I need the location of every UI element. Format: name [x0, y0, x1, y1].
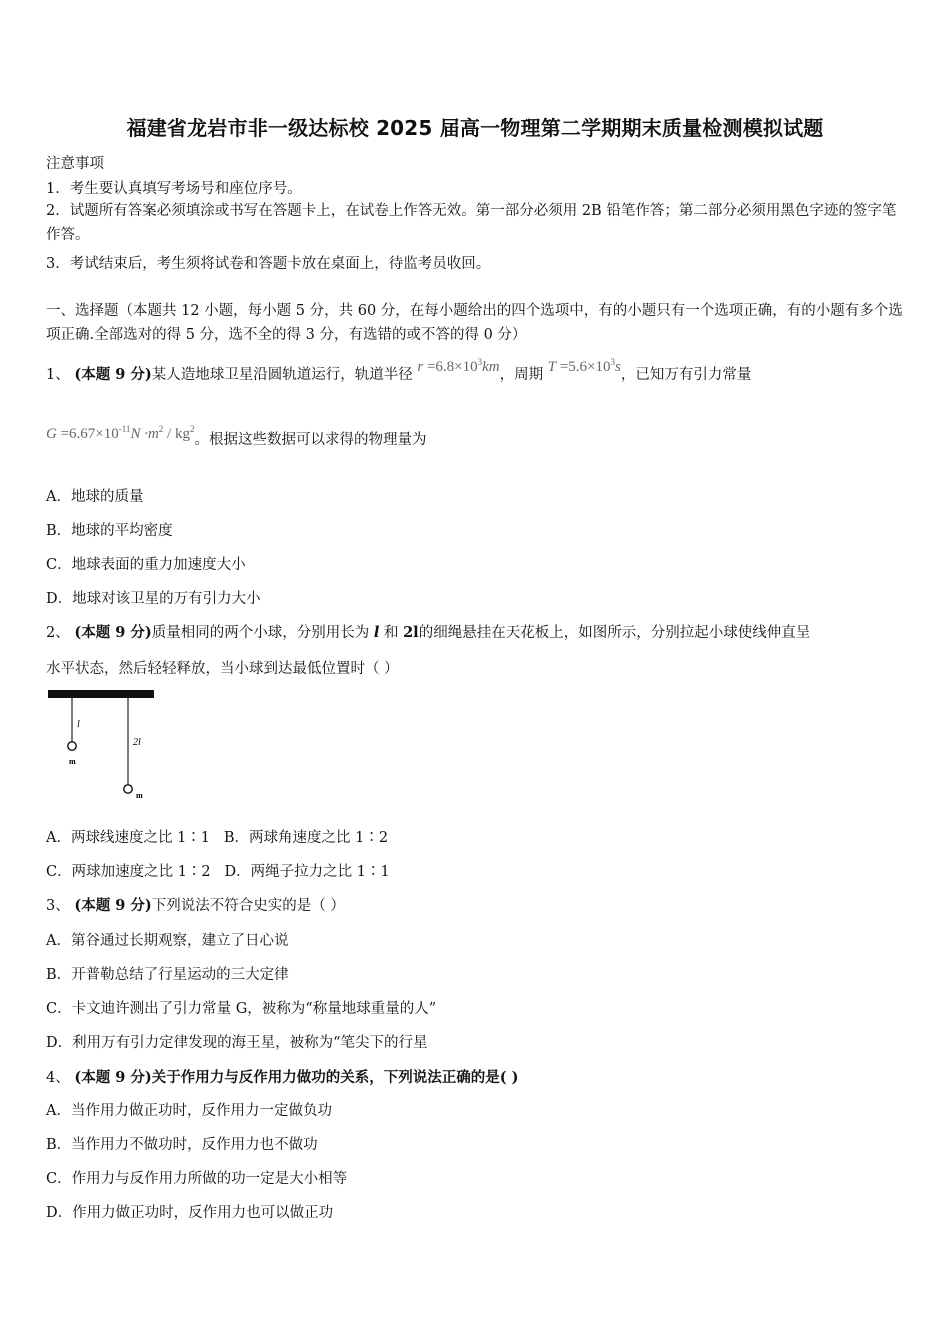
option-d: D．利用万有引力定律发现的海王星，被称为“笔尖下的行星	[46, 1035, 428, 1051]
option-a: A．当作用力做正功时，反作用力一定做负功	[46, 1103, 332, 1119]
notice-item-3: 3．考试结束后，考生须将试卷和答题卡放在桌面上，待监考员收回。	[46, 256, 491, 272]
label-long: 2l	[133, 737, 141, 748]
length-symbol: l	[373, 624, 380, 641]
options-row-1	[46, 826, 388, 847]
formula-radius: $r =6.8\times 10^3km$	[417, 357, 500, 375]
options-row-2	[46, 860, 390, 881]
option-c: C．两球加速度之比 1∶2	[46, 864, 211, 880]
option-b: B．当作用力不做功时，反作用力也不做功	[46, 1137, 318, 1153]
notice-item-1: 1．考生要认真填写考场号和座位序号。	[46, 181, 302, 197]
question-3	[46, 894, 345, 915]
option-d: D．两绳子拉力之比 1∶1	[224, 864, 390, 880]
formula-period: $T =5.6\times 10^3s$	[547, 357, 621, 375]
option-c: C．作用力与反作用力所做的功一定是大小相等	[46, 1171, 348, 1187]
question-score: (本题 9 分)	[74, 366, 152, 383]
mass-label-1: m	[69, 757, 76, 766]
ball-1	[68, 742, 76, 750]
option-b: B．地球的平均密度	[46, 523, 173, 539]
question-4	[46, 1066, 519, 1087]
notice-item-2: 2．试题所有答案必须填涂或书写在答题卡上，在试卷上作答无效。第一部分必须用 2B 铅笔作答；第二部分必须用黑色字迹的签字笔作答。	[46, 203, 897, 243]
question-text: 的细绳悬挂在天花板上，如图所示，分别拉起小球使线伸直呈	[418, 625, 811, 641]
question-text: 关于作用力与反作用力做功的关系，下列说法正确的是( )	[151, 1069, 519, 1086]
option-d: D．地球对该卫星的万有引力大小	[46, 591, 261, 607]
option-a: A．两球线速度之比 1∶1	[46, 830, 211, 846]
question-number: 4、	[46, 1070, 70, 1086]
question-number: 1、	[46, 367, 70, 383]
question-score: (本题 9 分)	[74, 624, 152, 641]
option-a: A．第谷通过长期观察，建立了日心说	[46, 933, 289, 949]
ceiling-bar	[48, 690, 154, 698]
question-number: 2、	[46, 625, 70, 641]
question-2-line-1	[46, 621, 810, 642]
page-title: 福建省龙岩市非一级达标校 2025 届高一物理第二学期期末质量检测模拟试题	[126, 116, 824, 140]
label-short: l	[77, 719, 80, 730]
mass-label-2: m	[136, 791, 143, 800]
option-c: C．地球表面的重力加速度大小	[46, 557, 246, 573]
question-1-line-1	[46, 357, 752, 384]
pendulum-figure	[46, 690, 166, 805]
length-symbol: 2l	[403, 624, 419, 641]
question-text: ，周期	[499, 367, 544, 383]
formula-gravitational-constant: $G =6.67\times 10^{-11}N \cdot m^2 / kg^2$	[46, 424, 195, 442]
question-text: 和	[383, 625, 399, 641]
option-b: B．两球角速度之比 1∶2	[223, 830, 389, 846]
question-number: 3、	[46, 898, 70, 914]
question-text: 某人造地球卫星沿圆轨道运行，轨道半径	[151, 367, 413, 383]
question-2-line-2: 水平状态，然后轻轻释放，当小球到达最低位置时（ ）	[46, 661, 399, 677]
ball-2	[124, 785, 132, 793]
question-text: 质量相同的两个小球，分别用长为	[151, 625, 370, 641]
question-text: ，已知万有引力常量	[620, 367, 752, 383]
question-score: (本题 9 分)	[74, 1069, 152, 1086]
option-a: A．地球的质量	[46, 489, 144, 505]
notice-heading: 注意事项	[46, 156, 104, 172]
section-heading: 一、选择题（本题共 12 小题，每小题 5 分，共 60 分，在每小题给出的四个选项中，有的小题只有一个选项正确，有的小题有多个选项正确.全部选对的得 5 分，选不全的得 3 分，有选错的或不答的得 0 分）	[46, 303, 903, 343]
question-text: 下列说法不符合史实的是（ ）	[151, 898, 345, 914]
question-score: (本题 9 分)	[74, 897, 152, 914]
question-1-line-2	[46, 424, 427, 449]
option-c: C．卡文迪许测出了引力常量 G，被称为“称量地球重量的人”	[46, 1001, 437, 1017]
question-text: 。根据这些数据可以求得的物理量为	[194, 432, 427, 448]
option-b: B．开普勒总结了行星运动的三大定律	[46, 967, 289, 983]
option-d: D．作用力做正功时，反作用力也可以做正功	[46, 1205, 334, 1221]
